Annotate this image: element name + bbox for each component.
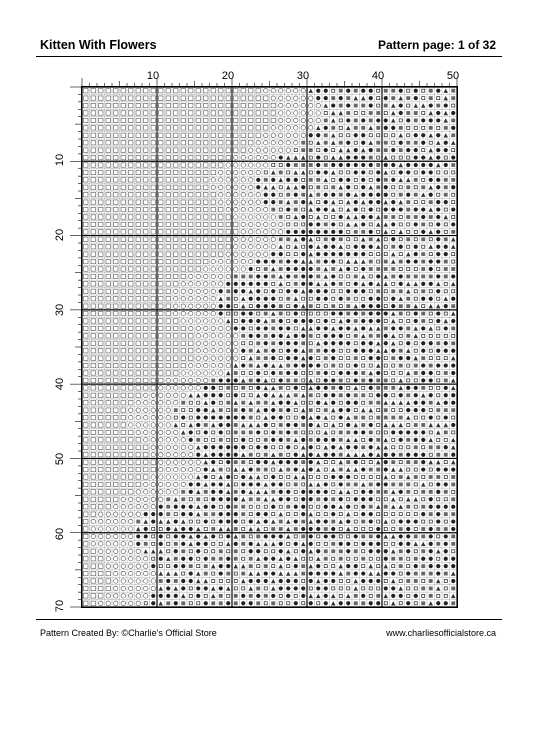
column-label-40: 40 [371,70,385,82]
footer-website: www.charliesofficialstore.ca [386,628,496,638]
row-label-50: 50 [54,452,66,466]
stitch-chart-grid [81,86,458,608]
column-label-50: 50 [446,70,460,82]
header-divider [36,56,502,57]
footer-credit: Pattern Created By: ©Charlie's Official Store [40,628,217,638]
row-label-30: 30 [54,303,66,317]
page-indicator: Pattern page: 1 of 32 [377,38,496,52]
column-label-30: 30 [296,70,310,82]
row-label-70: 70 [54,599,66,613]
row-label-10: 10 [54,153,66,167]
top-ruler [81,78,458,86]
row-label-40: 40 [54,377,66,391]
footer-divider [36,619,502,620]
stitch-chart-canvas [82,87,457,607]
row-label-60: 60 [54,527,66,541]
row-label-20: 20 [54,228,66,242]
column-label-20: 20 [221,70,235,82]
left-ruler [70,86,81,608]
pattern-title: Kitten With Flowers [40,38,157,52]
column-label-10: 10 [146,70,160,82]
